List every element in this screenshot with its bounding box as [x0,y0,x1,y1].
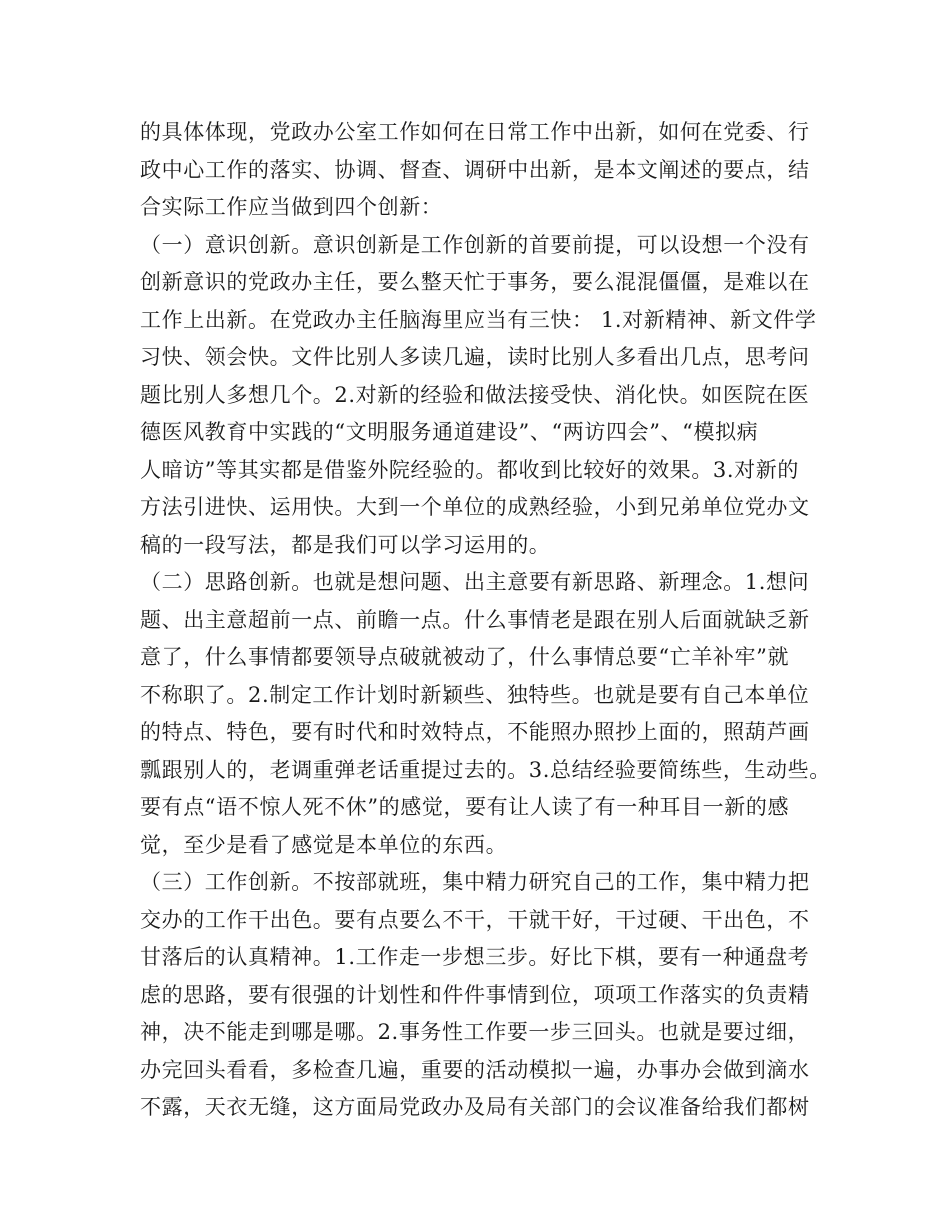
text-line: 工作上出新。在党政办主任脑海里应当有三快： 1.对新精神、新文件学 [140,307,817,332]
text-line: 不称职了。2.制定工作计划时新颖些、独特些。也就是要有自己本单位 [140,682,810,707]
text-line: 题、出主意超前一点、前瞻一点。什么事情老是跟在别人后面就缺乏新 [140,607,810,632]
text-line: 觉，至少是看了感觉是本单位的东西。 [140,832,508,857]
text-line: 神，决不能走到哪是哪。2.事务性工作要一步三回头。也就是要过细， [140,1020,810,1044]
text-line: 的具体体现，党政办公室工作如何在日常工作中出新，如何在党委、行 [140,120,810,144]
text-line: 交办的工作干出色。要有点要么不干，干就干好，干过硬、干出色，不 [140,907,810,932]
text-line: 德医风教育中实践的“文明服务通道建设”、“两访四会”、“模拟病 [140,420,759,444]
text-line: 合实际工作应当做到四个创新： [140,195,443,219]
text-line: 意了，什么事情都要领导点破就被动了，什么事情总要“亡羊补牢”就 [140,645,790,669]
text-line: 的特点、特色，要有时代和时效特点，不能照办照抄上面的，照葫芦画 [140,720,810,744]
text-line: 人暗访”等其实都是借鉴外院经验的。都收到比较好的效果。3.对新的 [140,457,799,482]
text-line: 瓢跟别人的，老调重弹老话重提过去的。3.总结经验要简练些，生动些。 [140,757,831,782]
text-line: 要有点“语不惊人死不休”的感觉，要有让人读了有一种耳目一新的感 [140,795,790,819]
text-line: 政中心工作的落实、协调、督查、调研中出新，是本文阐述的要点，结 [140,157,810,182]
text-line: 稿的一段写法，都是我们可以学习运用的。 [140,532,551,557]
text-line: 甘落后的认真精神。1.工作走一步想三步。好比下棋，要有一种通盘考 [140,945,810,969]
text-line: 题比别人多想几个。2.对新的经验和做法接受快、消化快。如医院在医 [140,382,810,407]
text-line: 办完回头看看，多检查几遍，重要的活动模拟一遍，办事办会做到滴水 [140,1057,810,1082]
text-line: （三）工作创新。不按部就班，集中精力研究自己的工作，集中精力把 [140,870,810,894]
text-line: （一）意识创新。意识创新是工作创新的首要前提，可以设想一个没有 [140,232,810,257]
text-line: 虑的思路，要有很强的计划性和件件事情到位，项项工作落实的负责精 [140,982,810,1007]
text-line: 习快、领会快。文件比别人多读几遍，读时比别人多看出几点，思考问 [140,345,810,369]
text-line: 方法引进快、运用快。大到一个单位的成熟经验，小到兄弟单位党办文 [140,495,810,519]
body-text [140,114,840,1127]
text-line: （二）思路创新。也就是想问题、出主意要有新思路、新理念。1.想问 [140,570,810,594]
text-line: 创新意识的党政办主任，要么整天忙于事务，要么混混僵僵，是难以在 [140,270,810,294]
text-line: 不露，天衣无缝，这方面局党政办及局有关部门的会议准备给我们都树 [140,1095,810,1119]
